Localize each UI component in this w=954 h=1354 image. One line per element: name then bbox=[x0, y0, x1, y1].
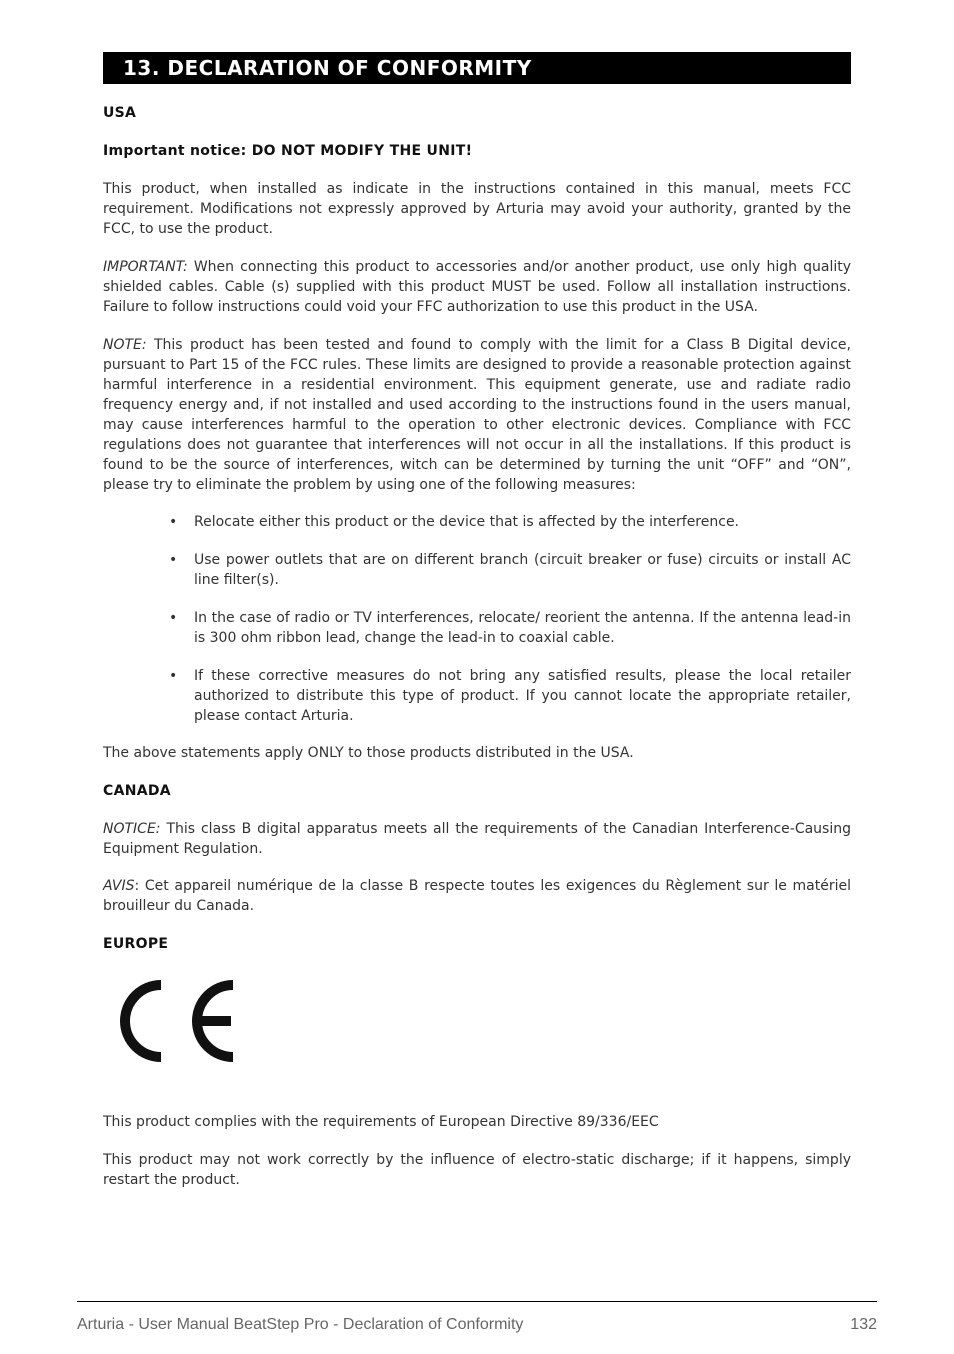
usa-important-notice: Important notice: DO NOT MODIFY THE UNIT! bbox=[103, 143, 473, 159]
notice-label: NOTICE: bbox=[103, 821, 161, 837]
important-text: When connecting this product to accessories and/or another product, use only high quality shielded cables. Cable (s) supplied with this product MUST be used. Follow all installation instructions. Failure to follow instructions could void your FFC authorization to use this product in the USA. bbox=[103, 259, 851, 315]
list-item: • In the case of radio or TV interferences, relocate/ reorient the antenna. If the antenna lead-in is 300 ohm ribbon lead, change the lead-in to coaxial cable. bbox=[169, 608, 851, 648]
europe-paragraph-2: This product may not work correctly by the influence of electro-static discharge; if it happens, simply restart the product. bbox=[103, 1152, 851, 1188]
measures-list bbox=[103, 512, 851, 726]
usa-paragraph-1: This product, when installed as indicate in the instructions contained in this manual, meets FCC requirement. Modifications not expressly approved by Arturia may avoid your authority, granted by the FCC, to use the product. bbox=[103, 181, 851, 237]
usa-note-paragraph bbox=[103, 335, 851, 495]
page-number: 132 bbox=[850, 1316, 877, 1333]
page-content bbox=[103, 52, 851, 1190]
avis-text: : Cet appareil numérique de la classe B respecte toutes les exigences du Règlement sur le matériel brouilleur du Canada. bbox=[103, 878, 851, 914]
canada-heading: CANADA bbox=[103, 783, 171, 799]
ce-mark-icon bbox=[115, 976, 239, 1066]
note-text: This product has been tested and found to comply with the limit for a Class B Digital device, pursuant to Part 15 of the FCC rules. These limits are designed to provide a reasonable protection against harmful interference in a residential environment. This equipment generate, use and radiate radio frequency energy and, if not installed and used according to the instructions found in the users manual, may cause interferences harmful to the operation to other electronic devices. Compliance with FCC regulations does not guarantee that interferences will not occur in all the installations. If this product is found to be the source of interferences, witch can be determined by turning the unit “OFF” and “ON”, please try to eliminate the problem by using one of the following measures: bbox=[103, 337, 851, 493]
list-item: • Use power outlets that are on different branch (circuit breaker or fuse) circuits or install AC line filter(s). bbox=[169, 550, 851, 590]
note-label: NOTE: bbox=[103, 337, 147, 353]
usa-important-paragraph bbox=[103, 257, 851, 317]
avis-label: AVIS bbox=[103, 878, 135, 894]
list-item: • Relocate either this product or the device that is affected by the interference. bbox=[169, 512, 851, 532]
canada-avis bbox=[103, 876, 851, 916]
usa-closing: The above statements apply ONLY to those products distributed in the USA. bbox=[103, 745, 634, 761]
page-footer bbox=[77, 1301, 877, 1333]
europe-paragraph-1: This product complies with the requirements of European Directive 89/336/EEC bbox=[103, 1114, 659, 1130]
important-label: IMPORTANT: bbox=[103, 259, 188, 275]
list-item: • If these corrective measures do not bring any satisfied results, please the local retailer authorized to distribute this type of product. If you cannot locate the appropriate retailer, please contact Arturia. bbox=[169, 666, 851, 726]
chapter-title: 13. DECLARATION OF CONFORMITY bbox=[103, 52, 851, 84]
europe-heading: EUROPE bbox=[103, 936, 169, 952]
notice-text: This class B digital apparatus meets all the requirements of the Canadian Interference-Causing Equipment Regulation. bbox=[103, 821, 851, 857]
usa-heading: USA bbox=[103, 105, 137, 121]
footer-title: Arturia - User Manual BeatStep Pro - Declaration of Conformity bbox=[77, 1316, 524, 1333]
canada-notice bbox=[103, 819, 851, 859]
